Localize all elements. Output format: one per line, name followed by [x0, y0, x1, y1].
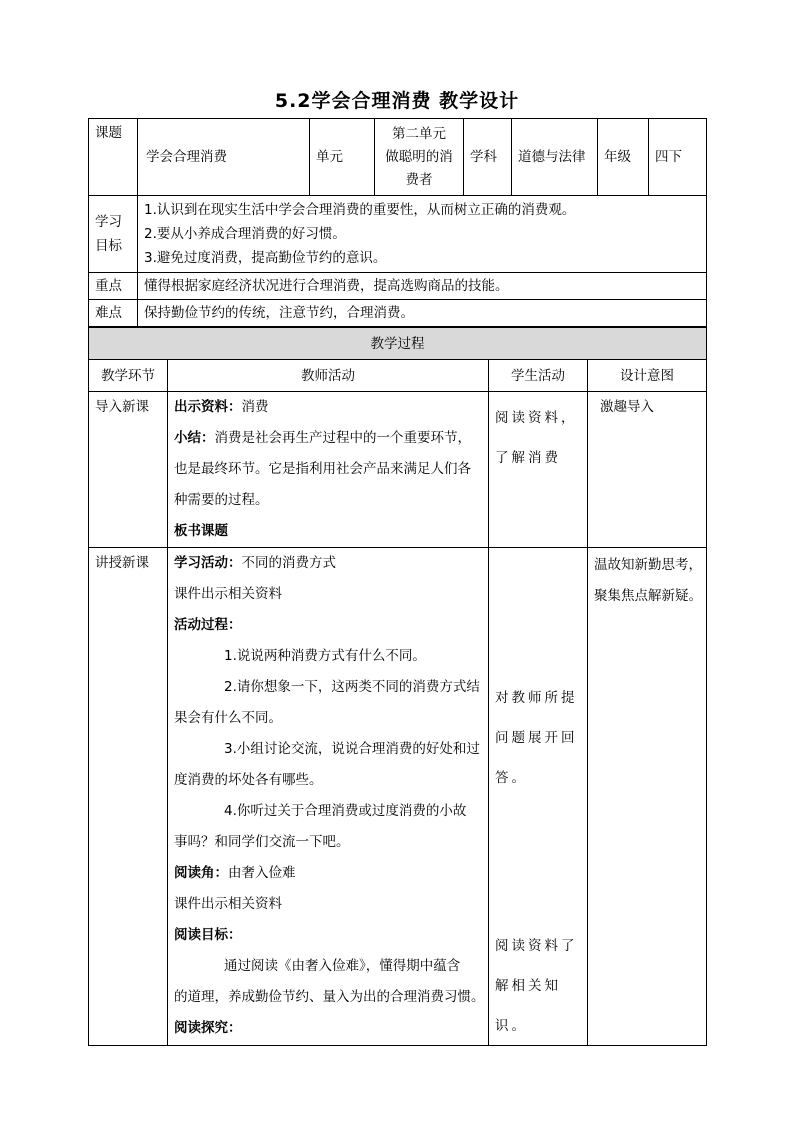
text-line: 4.你听过关于合理消费或过度消费的小故: [224, 803, 467, 819]
unit-value-line: 第二单元: [392, 125, 446, 142]
unit-label: 单元: [310, 119, 375, 196]
key-point-value: 懂得根据家庭经济状况进行合理消费，提高选购商品的技能。: [138, 273, 707, 300]
section-title: 教学过程: [89, 328, 707, 360]
text: 由奢入俭难: [228, 865, 296, 881]
student-reading-block: [495, 926, 587, 1046]
key-point-label: 重点: [89, 273, 138, 300]
topic-value: 学会合理消费: [138, 119, 310, 196]
header-intent: 设计意图: [588, 360, 707, 392]
teacher-activity-intro: [168, 392, 489, 548]
intent-intro: 激趣导入: [588, 392, 707, 548]
student-activity-intro: [489, 392, 588, 548]
text-line: 1.说说两种消费方式有什么不同。: [224, 648, 426, 664]
subject-label: 学科: [464, 119, 512, 196]
text-line: 解相关知识。: [495, 978, 561, 1034]
text-line: 的道理，养成勤俭节约、量入为出的合理消费习惯。: [174, 989, 485, 1005]
text-line: [174, 858, 488, 889]
text-line: 阅读资料了: [495, 938, 578, 954]
text-line: 阅读探究：: [174, 1020, 242, 1036]
unit-value: [375, 119, 464, 196]
document-title: 5.2学会合理消费 教学设计: [274, 90, 520, 112]
lesson-info-table: [88, 118, 707, 327]
text-line: [174, 423, 488, 454]
text-line: 板书课题: [174, 523, 228, 539]
goals-label-line: 学习: [95, 214, 122, 230]
text: 不同的消费方式: [241, 555, 336, 571]
text-line: [174, 548, 488, 579]
student-answer-block: [495, 678, 578, 798]
text-line: 答。: [495, 770, 528, 786]
label: 阅读角：: [174, 865, 228, 881]
text-line: 阅读资料，: [495, 410, 578, 426]
text-line: 度消费的坏处各有哪些。: [174, 772, 323, 788]
grade-label: 年级: [598, 119, 649, 196]
header-teacher: 教师活动: [168, 360, 489, 392]
text-line: 2.请你想象一下，这两类不同的消费方式结: [224, 679, 480, 695]
grade-value: 四下: [649, 119, 707, 196]
text-line: 温故知新勤思考，: [594, 557, 702, 573]
goal-item: 2.要从小养成合理消费的好习惯。: [144, 226, 346, 242]
header-stage: 教学环节: [89, 360, 168, 392]
header-student: 学生活动: [489, 360, 588, 392]
difficulty-value: 保持勤俭节约的传统，注意节约，合理消费。: [138, 300, 707, 327]
goals-label-line: 目标: [95, 238, 122, 254]
text: 消费: [241, 399, 269, 415]
text-line: 课件出示相关资料: [174, 586, 282, 602]
text-line: 课件出示相关资料: [174, 896, 282, 912]
text-line: 果会有什么不同。: [174, 710, 282, 726]
text-line: [174, 392, 488, 423]
text-line: 问题展开回: [495, 730, 578, 746]
difficulty-label: 难点: [89, 300, 138, 327]
text-line: 活动过程：: [174, 617, 242, 633]
subject-value: 道德与法律: [512, 119, 598, 196]
teacher-activity-new: [168, 548, 489, 1046]
goals-list: [138, 196, 707, 273]
label: 出示资料：: [174, 399, 242, 415]
text-line: 聚集焦点解新疑。: [594, 588, 702, 604]
label: 学习活动：: [174, 555, 242, 571]
goals-label: [89, 196, 138, 273]
text-line: 种需要的过程。: [174, 492, 269, 508]
text-line: 也是最终环节。它是指利用社会产品来满足人们各: [174, 461, 471, 477]
text-line: 了解消费: [495, 450, 561, 466]
text-line: 3.小组讨论交流，说说合理消费的好处和过: [224, 741, 480, 757]
topic-label: 课题: [89, 119, 138, 196]
text-line: 通过阅读《由奢入俭难》，懂得期中蕴含: [224, 958, 461, 974]
intent-new-lesson: [588, 548, 707, 1046]
label: 小结：: [174, 430, 215, 446]
text-line: 对教师所提: [495, 690, 578, 706]
unit-value-line: 做聪明的消: [385, 148, 453, 165]
goal-item: 3.避免过度消费，提高勤俭节约的意识。: [144, 250, 387, 266]
student-activity-new: [489, 548, 588, 1046]
text-line: 阅读目标：: [174, 927, 242, 943]
goal-item: 1.认识到在现实生活中学会合理消费的重要性，从而树立正确的消费观。: [144, 202, 576, 218]
text-line: 事吗？和同学们交流一下吧。: [174, 834, 350, 850]
text: 消费是社会再生产过程中的一个重要环节，: [214, 430, 471, 446]
stage-new-lesson: 讲授新课: [89, 548, 168, 1046]
unit-value-line: 费者: [405, 171, 433, 188]
teaching-process-table: [88, 327, 707, 1046]
stage-intro: 导入新课: [89, 392, 168, 548]
